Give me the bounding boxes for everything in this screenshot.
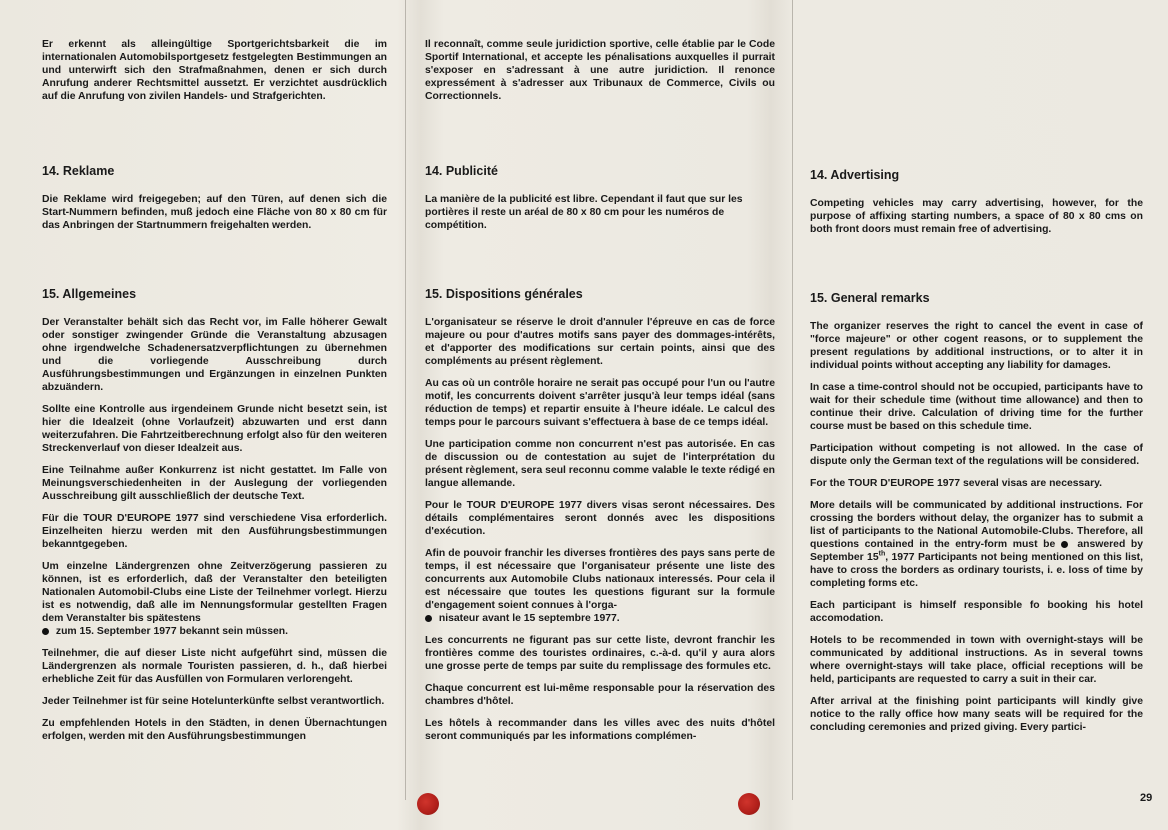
de-section-15-paragraph: Jeder Teilnehmer ist für seine Hotelunterkünfte selbst verantwortlich. xyxy=(42,696,385,707)
page-number: 29 xyxy=(1140,792,1153,804)
de-section-15-title: 15. Allgemeines xyxy=(42,287,137,301)
bullet-dot-icon xyxy=(425,615,432,622)
fr-intro-paragraph: Il reconnaît, comme seule juridiction sportive, celle établie par le Code Sportif International, et accepte les pénalisations auxquelles il purrait s'exposer en s'adressant à une autre juridiction. Il renonce expressément à s'adresser aux Tribunaux de Commerce, Civils ou Correctionnels. xyxy=(425,39,775,102)
de-section-15-paragraph: Für die TOUR D'EUROPE 1977 sind verschiedene Visa erforderlich. Einzelheiten hierzu werden mit den Ausführungsbestimmungen bekanntgegeben. xyxy=(42,513,387,550)
de-section-14-title: 14. Reklame xyxy=(42,164,115,178)
de-section-15-paragraph: Eine Teilnahme außer Konkurrenz ist nicht gestattet. Im Falle von Meinungsverschiedenheiten in der Auslegung der vorliegenden Ausschreibung gilt ausschließlich der deutsche Text. xyxy=(42,465,387,502)
fr-section-15-paragraph: L'organisateur se réserve le droit d'annuler l'épreuve en cas de force majeure ou pour d'autres motifs sans payer des dommages-intérêts, et d'apporter des modifications sur certain points, ainsi que des compléments au présent règlement. xyxy=(425,317,775,367)
en-deadline-rest: , 1977 Participants not being mentioned on this list, have to cross the borders as ordinary tourists, i. e. loss of time by completing forms etc. xyxy=(810,552,1143,589)
fr-section-14-title: 14. Publicité xyxy=(425,164,498,178)
en-section-14-title: 14. Advertising xyxy=(810,168,900,182)
column-divider xyxy=(405,0,406,800)
fr-section-15-paragraph: Une participation comme non concurrent n'est pas autorisée. En cas de discussion ou de contestation au sujet de l'interprétation du présent règlement, sera seul reconnu comme valable le texte rédigé en langue allemande. xyxy=(425,439,775,489)
binding-hole-marker xyxy=(738,793,760,815)
en-deadline-date: answered by September 15 xyxy=(810,539,1143,563)
en-section-14-paragraph: Competing vehicles may carry advertising, however, for the purpose of affixing starting numbers, a space of 80 x 80 cms on both front doors must remain free of advertising. xyxy=(810,198,1143,235)
en-section-15-paragraph: For the TOUR D'EUROPE 1977 several visas are necessary. xyxy=(810,478,1103,489)
en-section-15-paragraph: Each participant is himself responsible fo booking his hotel accomodation. xyxy=(810,600,1143,624)
en-deadline-text: More details will be communicated by additional instructions. For crossing the borders without delay, the organizer has to submit a list of participants to the National Automobile-Clubs. Therefore, all questions contained in the entry-form must be xyxy=(810,500,1143,550)
de-deadline-date: zum 15. September 1977 bekannt sein müssen. xyxy=(55,626,289,637)
bullet-dot-icon xyxy=(1061,541,1068,548)
de-section-15-paragraph: Teilnehmer, die auf dieser Liste nicht aufgeführt sind, müssen die Ländergrenzen als normale Touristen passieren, d. h., daß hierbei erhebliche Zeit für das Ausfüllen von Formularen verlorengeht. xyxy=(42,648,387,685)
en-section-15-paragraph: In case a time-control should not be occupied, participants have to wait for their schedule time (without time allowance) and then to continue their drive. Calculation of driving time for the further course must be based on this schedule time. xyxy=(810,382,1143,432)
fr-section-14-paragraph: La manière de la publicité est libre. Cependant il faut que sur les portières il reste un aréal de 80 x 80 cm pour les numéros de compétition. xyxy=(425,194,743,231)
de-section-15-paragraph xyxy=(42,560,387,638)
de-section-14-paragraph: Die Reklame wird freigegeben; auf den Türen, auf denen sich die Start-Nummern befinden, muß jedoch eine Fläche von 80 x 80 cm für das Anbringen der Startnummern freigehalten werden. xyxy=(42,194,387,231)
en-section-15-title: 15. General remarks xyxy=(810,291,930,305)
en-section-15-paragraph: Hotels to be recommended in town with overnight-stays will be communicated by additional instructions. As in several towns where overnight-stays will take place, official receptions will be held, participants are requested to carry a suit in their car. xyxy=(810,635,1143,685)
en-section-15-paragraph: Participation without competing is not allowed. In the case of dispute only the German text of the regulations will be considered. xyxy=(810,443,1143,467)
german-column xyxy=(42,38,387,752)
de-intro-paragraph: Er erkennt als alleingültige Sportgerichtsbarkeit die im internationalen Automobilsportgesetz festgelegten Bestimmungen an und unterwirft sich den Strafmaßnahmen, denen er sich durch Anrufung anderer Rechtsmittel aussetzt. Er verzichtet ausdrücklich auf die Anrufung von zivilen Handels- und Strafgerichten. xyxy=(42,39,387,102)
fr-section-15-title: 15. Dispositions générales xyxy=(425,287,583,301)
fr-section-15-paragraph: Pour le TOUR D'EUROPE 1977 divers visas seront nécessaires. Des détails complémentaires seront donnés avec les dispositions d'exécution. xyxy=(425,500,775,537)
binding-hole-marker xyxy=(417,793,439,815)
english-column xyxy=(810,38,1143,743)
fr-section-15-paragraph: Les concurrents ne figurant pas sur cette liste, devront franchir les frontières comme des touristes ordinaires, c.-à-d. qu'il y aura alors une grosse perte de temps par suite du remplissage des formules etc. xyxy=(425,635,775,672)
fr-deadline-text: Afin de pouvoir franchir les diverses frontières des pays sans perte de temps, il est nécessaire que l'organisateur présente une liste des concurrents aux Automobile Clubs nationaux interessés. Pour cela il est nécessaire que toutes les questions figurant sur la formule d'engagement soient connues à l'orga- xyxy=(425,548,775,611)
fr-section-15-paragraph: Chaque concurrent est lui-même responsable pour la réservation des chambres d'hôtel. xyxy=(425,683,775,707)
en-section-15-paragraph: The organizer reserves the right to cancel the event in case of "force majeure" or other cogent reasons, or to supplement the present regulations by additional instructions, or to alter it in individual points without accepting any liability for damages. xyxy=(810,321,1143,371)
fr-section-15-paragraph xyxy=(425,547,775,625)
de-deadline-text: Um einzelne Ländergrenzen ohne Zeitverzögerung passieren zu können, ist es erforderlich, daß der Veranstalter den beteiligten Nationalen Automobil-Clubs eine Liste der Teilnehmer vorlegt. Hierzu ist es notwendig, daß alle im Nennungsformular gestellten Fragen dem Veranstalter bis spätestens xyxy=(42,561,387,624)
de-section-15-paragraph: Der Veranstalter behält sich das Recht vor, im Falle höherer Gewalt oder sonstiger zwingender Gründe die Veranstaltung abzusagen ohne irgendwelche Schadenersatzverpflichtungen zu übernehmen und die vorliegende Ausschreibung durch Ausführungsbestimmungen und Ergänzungen in einzelnen Punkten abzuändern. xyxy=(42,317,387,393)
fr-section-15-paragraph: Les hôtels à recommander dans les villes avec des nuits d'hôtel seront communiqués par les informations complémen- xyxy=(425,718,775,742)
column-divider xyxy=(792,0,793,800)
fr-section-15-paragraph: Au cas où un contrôle horaire ne serait pas occupé pour l'un ou l'autre motif, les concurrents doivent s'arrêter jusqu'à leur temps idéal (sans réduction de temps) et repartir ensuite à l'heure idéale. Le calcul des temps pour le parcours suivant s'effectuera à base de ce temps idéal. xyxy=(425,378,775,428)
fr-deadline-date: nisateur avant le 15 septembre 1977. xyxy=(438,613,620,624)
en-section-15-paragraph: After arrival at the finishing point participants will kindly give notice to the rally office how many seats will be required for the concluding ceremonies and prized giving. Every partici- xyxy=(810,696,1143,733)
french-column xyxy=(425,38,775,752)
de-section-15-paragraph: Sollte eine Kontrolle aus irgendeinem Grunde nicht besetzt sein, ist hier die Idealzeit (ohne Vorlaufzeit) abzuwarten und erst dann weiterzufahren. Die Fahrtzeitberechnung erfolgt also für den weiteren Streckenverlauf von dieser Idealzeit aus. xyxy=(42,404,387,454)
bullet-dot-icon xyxy=(42,628,49,635)
ordinal-suffix: th xyxy=(878,550,886,558)
en-section-15-paragraph xyxy=(810,499,1143,590)
de-section-15-paragraph: Zu empfehlenden Hotels in den Städten, in denen Übernachtungen erfolgen, werden mit den Ausführungsbestimmungen xyxy=(42,718,387,742)
